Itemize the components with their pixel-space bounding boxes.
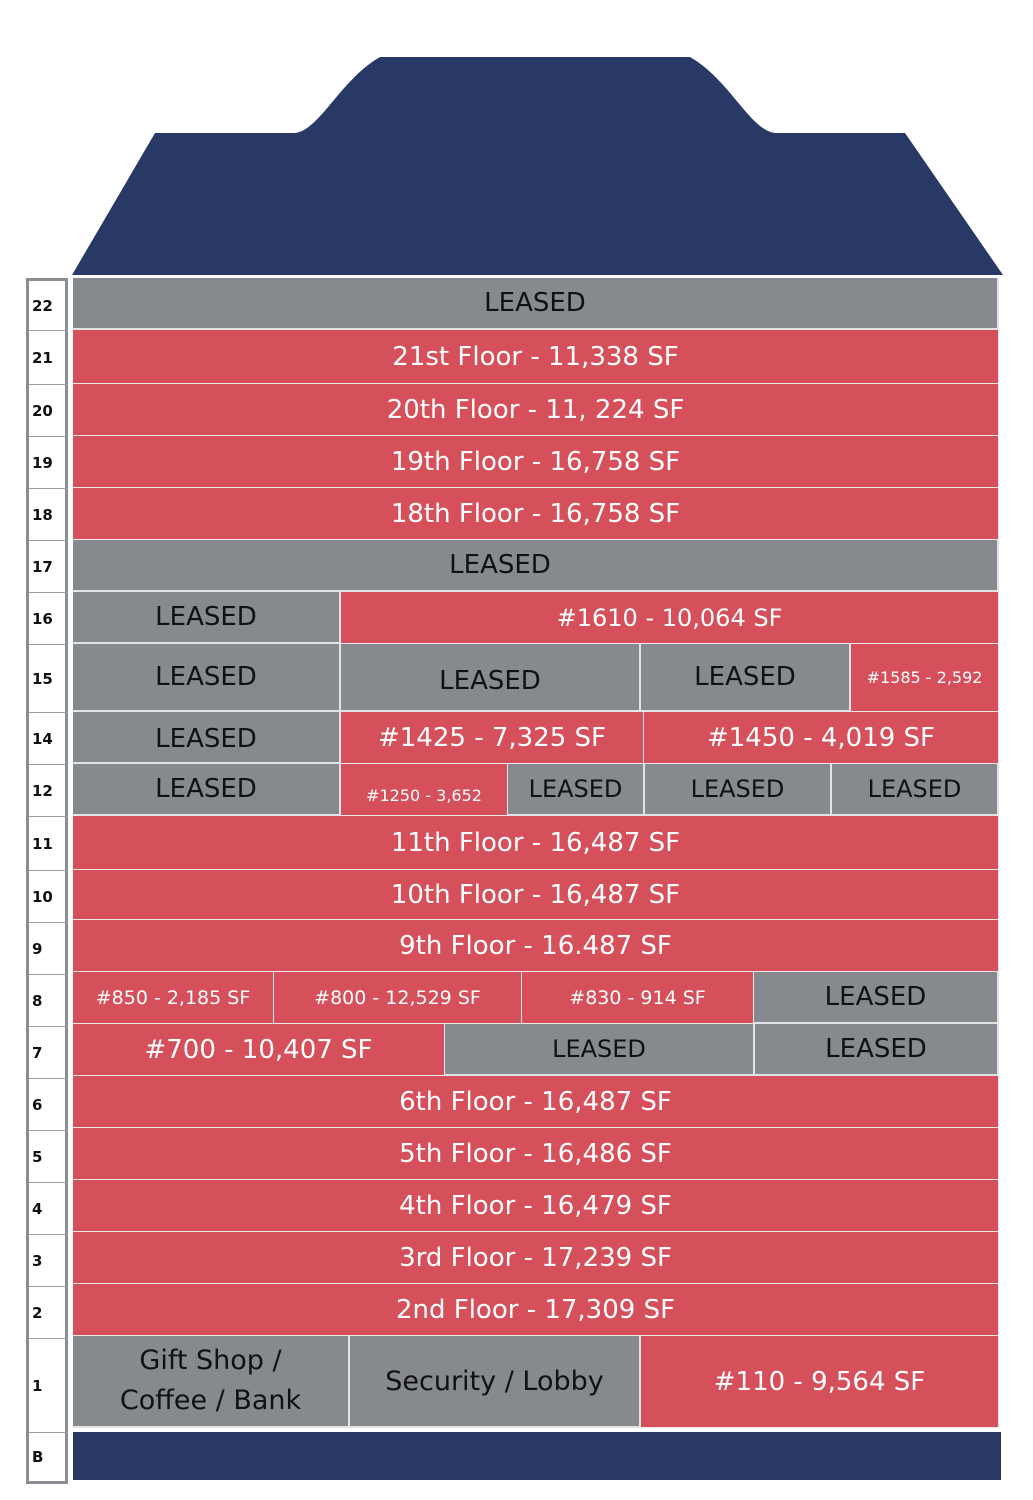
floor-number: 14 (29, 713, 68, 765)
floor-number: 20 (29, 385, 68, 437)
available-floor-21[interactable]: 21st Floor - 11,338 SF (73, 330, 999, 384)
floor-9 (70, 920, 999, 972)
available-floor-18[interactable]: 18th Floor - 16,758 SF (73, 488, 999, 540)
floor-number: 12 (29, 765, 68, 817)
suite-110[interactable]: #110 - 9,564 SF (641, 1336, 999, 1428)
floor-12 (70, 764, 999, 816)
leased-space[interactable]: LEASED (73, 764, 341, 816)
available-floor-6[interactable]: 6th Floor - 16,487 SF (73, 1076, 999, 1128)
floor-1 (70, 1336, 999, 1428)
floor-3 (70, 1232, 999, 1284)
available-floor-11[interactable]: 11th Floor - 16,487 SF (73, 816, 999, 870)
suite-800[interactable]: #800 - 12,529 SF (274, 972, 522, 1024)
gift-shop-coffee-bank[interactable]: Gift Shop / Coffee / Bank (73, 1336, 350, 1428)
floor-10 (70, 870, 999, 920)
suite-1250[interactable]: #1250 - 3,652 (341, 764, 508, 816)
floor-number: 9 (29, 923, 68, 975)
leased-space[interactable]: LEASED (445, 1024, 755, 1076)
floor-number: 8 (29, 975, 68, 1027)
floor-5 (70, 1128, 999, 1180)
suite-1425[interactable]: #1425 - 7,325 SF (341, 712, 644, 764)
floor-number: 17 (29, 541, 68, 593)
leased-space[interactable]: LEASED (755, 1024, 999, 1076)
available-floor-10[interactable]: 10th Floor - 16,487 SF (73, 870, 999, 920)
leased-space[interactable]: LEASED (832, 764, 999, 816)
suite-700[interactable]: #700 - 10,407 SF (73, 1024, 445, 1076)
leased-space[interactable]: LEASED (645, 764, 832, 816)
floor-21 (70, 330, 999, 384)
floor-number: 21 (29, 331, 68, 385)
floor-4 (70, 1180, 999, 1232)
floor-plan (70, 278, 1002, 1484)
floor-22 (70, 278, 999, 330)
leased-space[interactable]: LEASED (73, 712, 341, 764)
floor-7 (70, 1024, 999, 1076)
floor-8 (70, 972, 999, 1024)
floor-number: 10 (29, 871, 68, 923)
floor-number: 6 (29, 1079, 68, 1131)
available-floor-3[interactable]: 3rd Floor - 17,239 SF (73, 1232, 999, 1284)
floor-15 (70, 644, 999, 712)
leased-space[interactable]: LEASED (754, 972, 999, 1024)
floor-6 (70, 1076, 999, 1128)
floor-number: 16 (29, 593, 68, 645)
floor-number: 7 (29, 1027, 68, 1079)
suite-1610[interactable]: #1610 - 10,064 SF (341, 592, 999, 644)
floor-number: 15 (29, 645, 68, 713)
leased-space[interactable]: LEASED (641, 644, 851, 712)
leased-space[interactable]: LEASED (73, 644, 341, 712)
floor-number: 3 (29, 1235, 68, 1287)
floor-number: 19 (29, 437, 68, 489)
leased-space[interactable]: LEASED (73, 592, 341, 644)
floor-number: 2 (29, 1287, 68, 1339)
floor-17 (70, 540, 999, 592)
basement-level (73, 1432, 1001, 1480)
suite-830[interactable]: #830 - 914 SF (522, 972, 754, 1024)
floor-number: 18 (29, 489, 68, 541)
suite-850[interactable]: #850 - 2,185 SF (73, 972, 274, 1024)
available-floor-19[interactable]: 19th Floor - 16,758 SF (73, 436, 999, 488)
floor-number: 5 (29, 1131, 68, 1183)
floor-number: 22 (29, 281, 68, 331)
floor-number: 11 (29, 817, 68, 871)
floor-19 (70, 436, 999, 488)
leased-space[interactable]: LEASED (508, 764, 645, 816)
floor-number-column (26, 278, 68, 1484)
suite-1450[interactable]: #1450 - 4,019 SF (644, 712, 999, 764)
floor-2 (70, 1284, 999, 1336)
available-floor-2[interactable]: 2nd Floor - 17,309 SF (73, 1284, 999, 1336)
building-roof (0, 0, 1033, 280)
leased-space[interactable]: LEASED (73, 540, 999, 592)
available-floor-4[interactable]: 4th Floor - 16,479 SF (73, 1180, 999, 1232)
available-floor-20[interactable]: 20th Floor - 11, 224 SF (73, 384, 999, 436)
security-lobby[interactable]: Security / Lobby (350, 1336, 641, 1428)
floor-number: 4 (29, 1183, 68, 1235)
leased-space[interactable]: LEASED (341, 644, 641, 712)
floor-number: 1 (29, 1339, 68, 1433)
leased-space[interactable]: LEASED (73, 278, 999, 330)
floor-14 (70, 712, 999, 764)
floor-number: B (32, 1448, 44, 1466)
available-floor-9[interactable]: 9th Floor - 16.487 SF (73, 920, 999, 972)
suite-1585[interactable]: #1585 - 2,592 (851, 644, 999, 712)
available-floor-5[interactable]: 5th Floor - 16,486 SF (73, 1128, 999, 1180)
floor-11 (70, 816, 999, 870)
floor-18 (70, 488, 999, 540)
floor-20 (70, 384, 999, 436)
floor-16 (70, 592, 999, 644)
